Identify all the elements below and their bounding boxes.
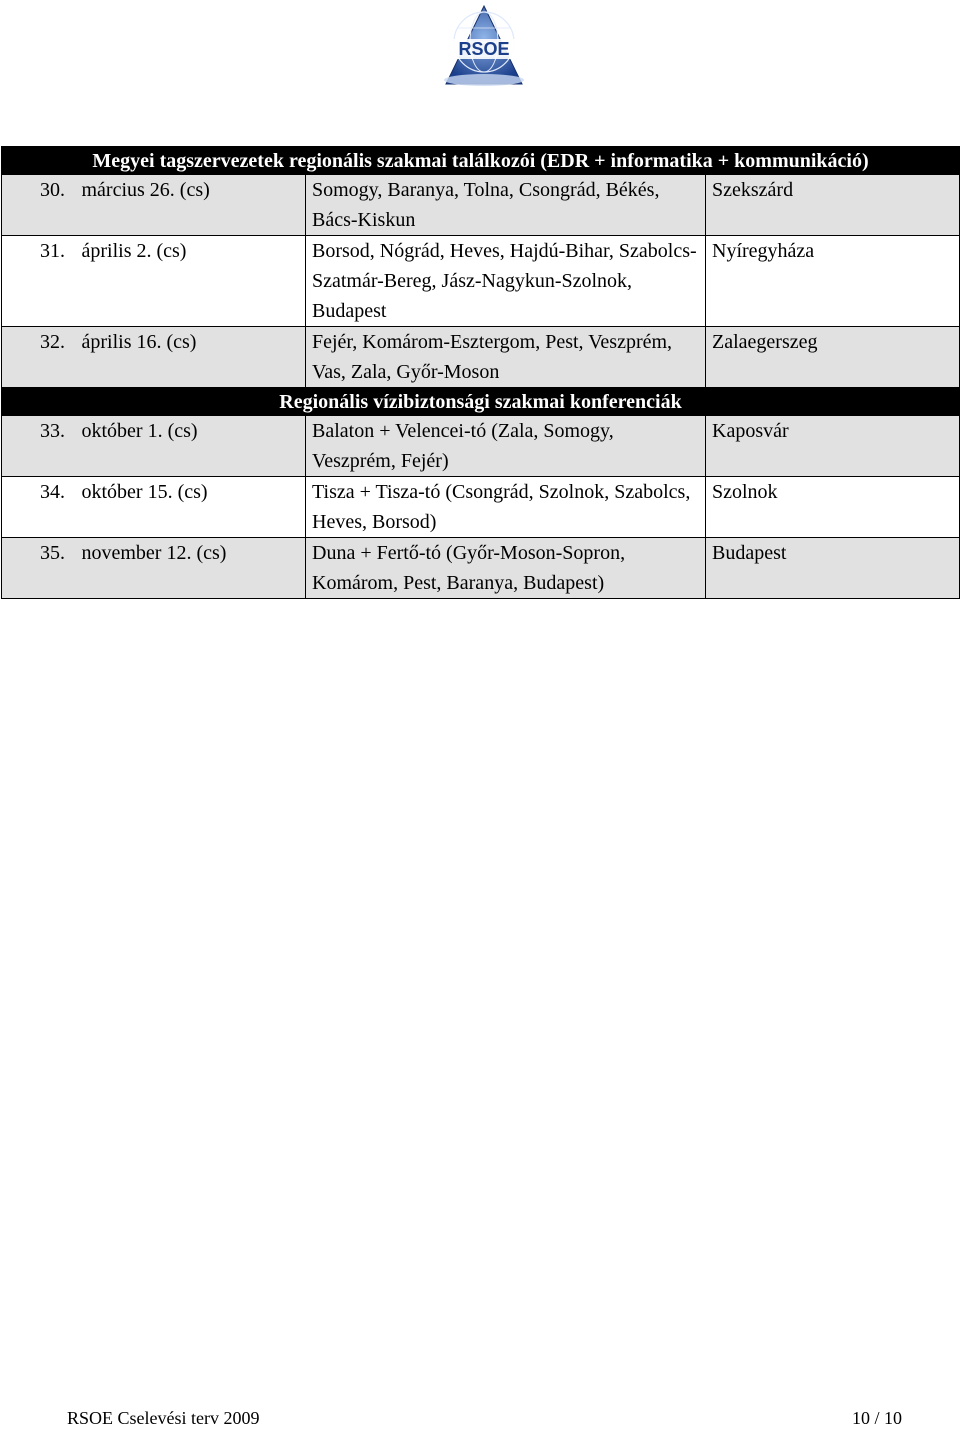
event-number-text: 34. [40, 481, 65, 503]
event-counties: Balaton + Velencei-tó (Zala, Somogy, Veszprém, Fejér) [306, 416, 706, 477]
event-city: Szolnok [706, 477, 960, 538]
event-number [2, 327, 76, 388]
event-date: november 12. (cs) [76, 538, 306, 599]
event-number [2, 175, 76, 236]
rsoe-globe-logo-icon [438, 2, 530, 94]
event-date: október 1. (cs) [76, 416, 306, 477]
table-row [2, 175, 960, 236]
event-counties: Tisza + Tisza-tó (Csongrád, Szolnok, Szabolcs, Heves, Borsod) [306, 477, 706, 538]
event-number-text: 35. [40, 542, 65, 564]
event-number-text: 31. [40, 240, 65, 262]
table-row [2, 236, 960, 327]
schedule-table [1, 146, 960, 599]
svg-text:RSOE: RSOE [458, 39, 510, 59]
table-row [2, 477, 960, 538]
section-header-row [2, 147, 960, 175]
event-date: október 15. (cs) [76, 477, 306, 538]
event-counties: Somogy, Baranya, Tolna, Csongrád, Békés, Bács-Kiskun [306, 175, 706, 236]
section-header-row [2, 388, 960, 416]
event-city: Nyíregyháza [706, 236, 960, 327]
table-row [2, 538, 960, 599]
event-number [2, 236, 76, 327]
table-row [2, 416, 960, 477]
event-number-text: 30. [40, 179, 65, 201]
event-date: április 2. (cs) [76, 236, 306, 327]
event-counties: Borsod, Nógrád, Heves, Hajdú-Bihar, Szabolcs-Szatmár-Bereg, Jász-Nagykun-Szolnok, Budapest [306, 236, 706, 327]
event-counties: Duna + Fertő-tó (Győr-Moson-Sopron, Komárom, Pest, Baranya, Budapest) [306, 538, 706, 599]
section-title: Regionális vízibiztonsági szakmai konferenciák [2, 388, 960, 416]
footer-page-number: 10 / 10 [851, 1408, 902, 1428]
event-city: Budapest [706, 538, 960, 599]
event-date: április 16. (cs) [76, 327, 306, 388]
event-counties: Fejér, Komárom-Esztergom, Pest, Veszprém, Vas, Zala, Győr-Moson [306, 327, 706, 388]
table-row [2, 327, 960, 388]
event-date: március 26. (cs) [76, 175, 306, 236]
event-number [2, 477, 76, 538]
event-number [2, 416, 76, 477]
footer-document-title: RSOE Cselevési terv 2009 [67, 1408, 260, 1428]
section-title: Megyei tagszervezetek regionális szakmai találkozói (EDR + informatika + kommunikáció) [2, 147, 960, 175]
event-number [2, 538, 76, 599]
event-city: Szekszárd [706, 175, 960, 236]
rsoe-logo [438, 2, 530, 94]
event-city: Kaposvár [706, 416, 960, 477]
event-number-text: 33. [40, 420, 65, 442]
event-number-text: 32. [40, 331, 65, 353]
event-city: Zalaegerszeg [706, 327, 960, 388]
